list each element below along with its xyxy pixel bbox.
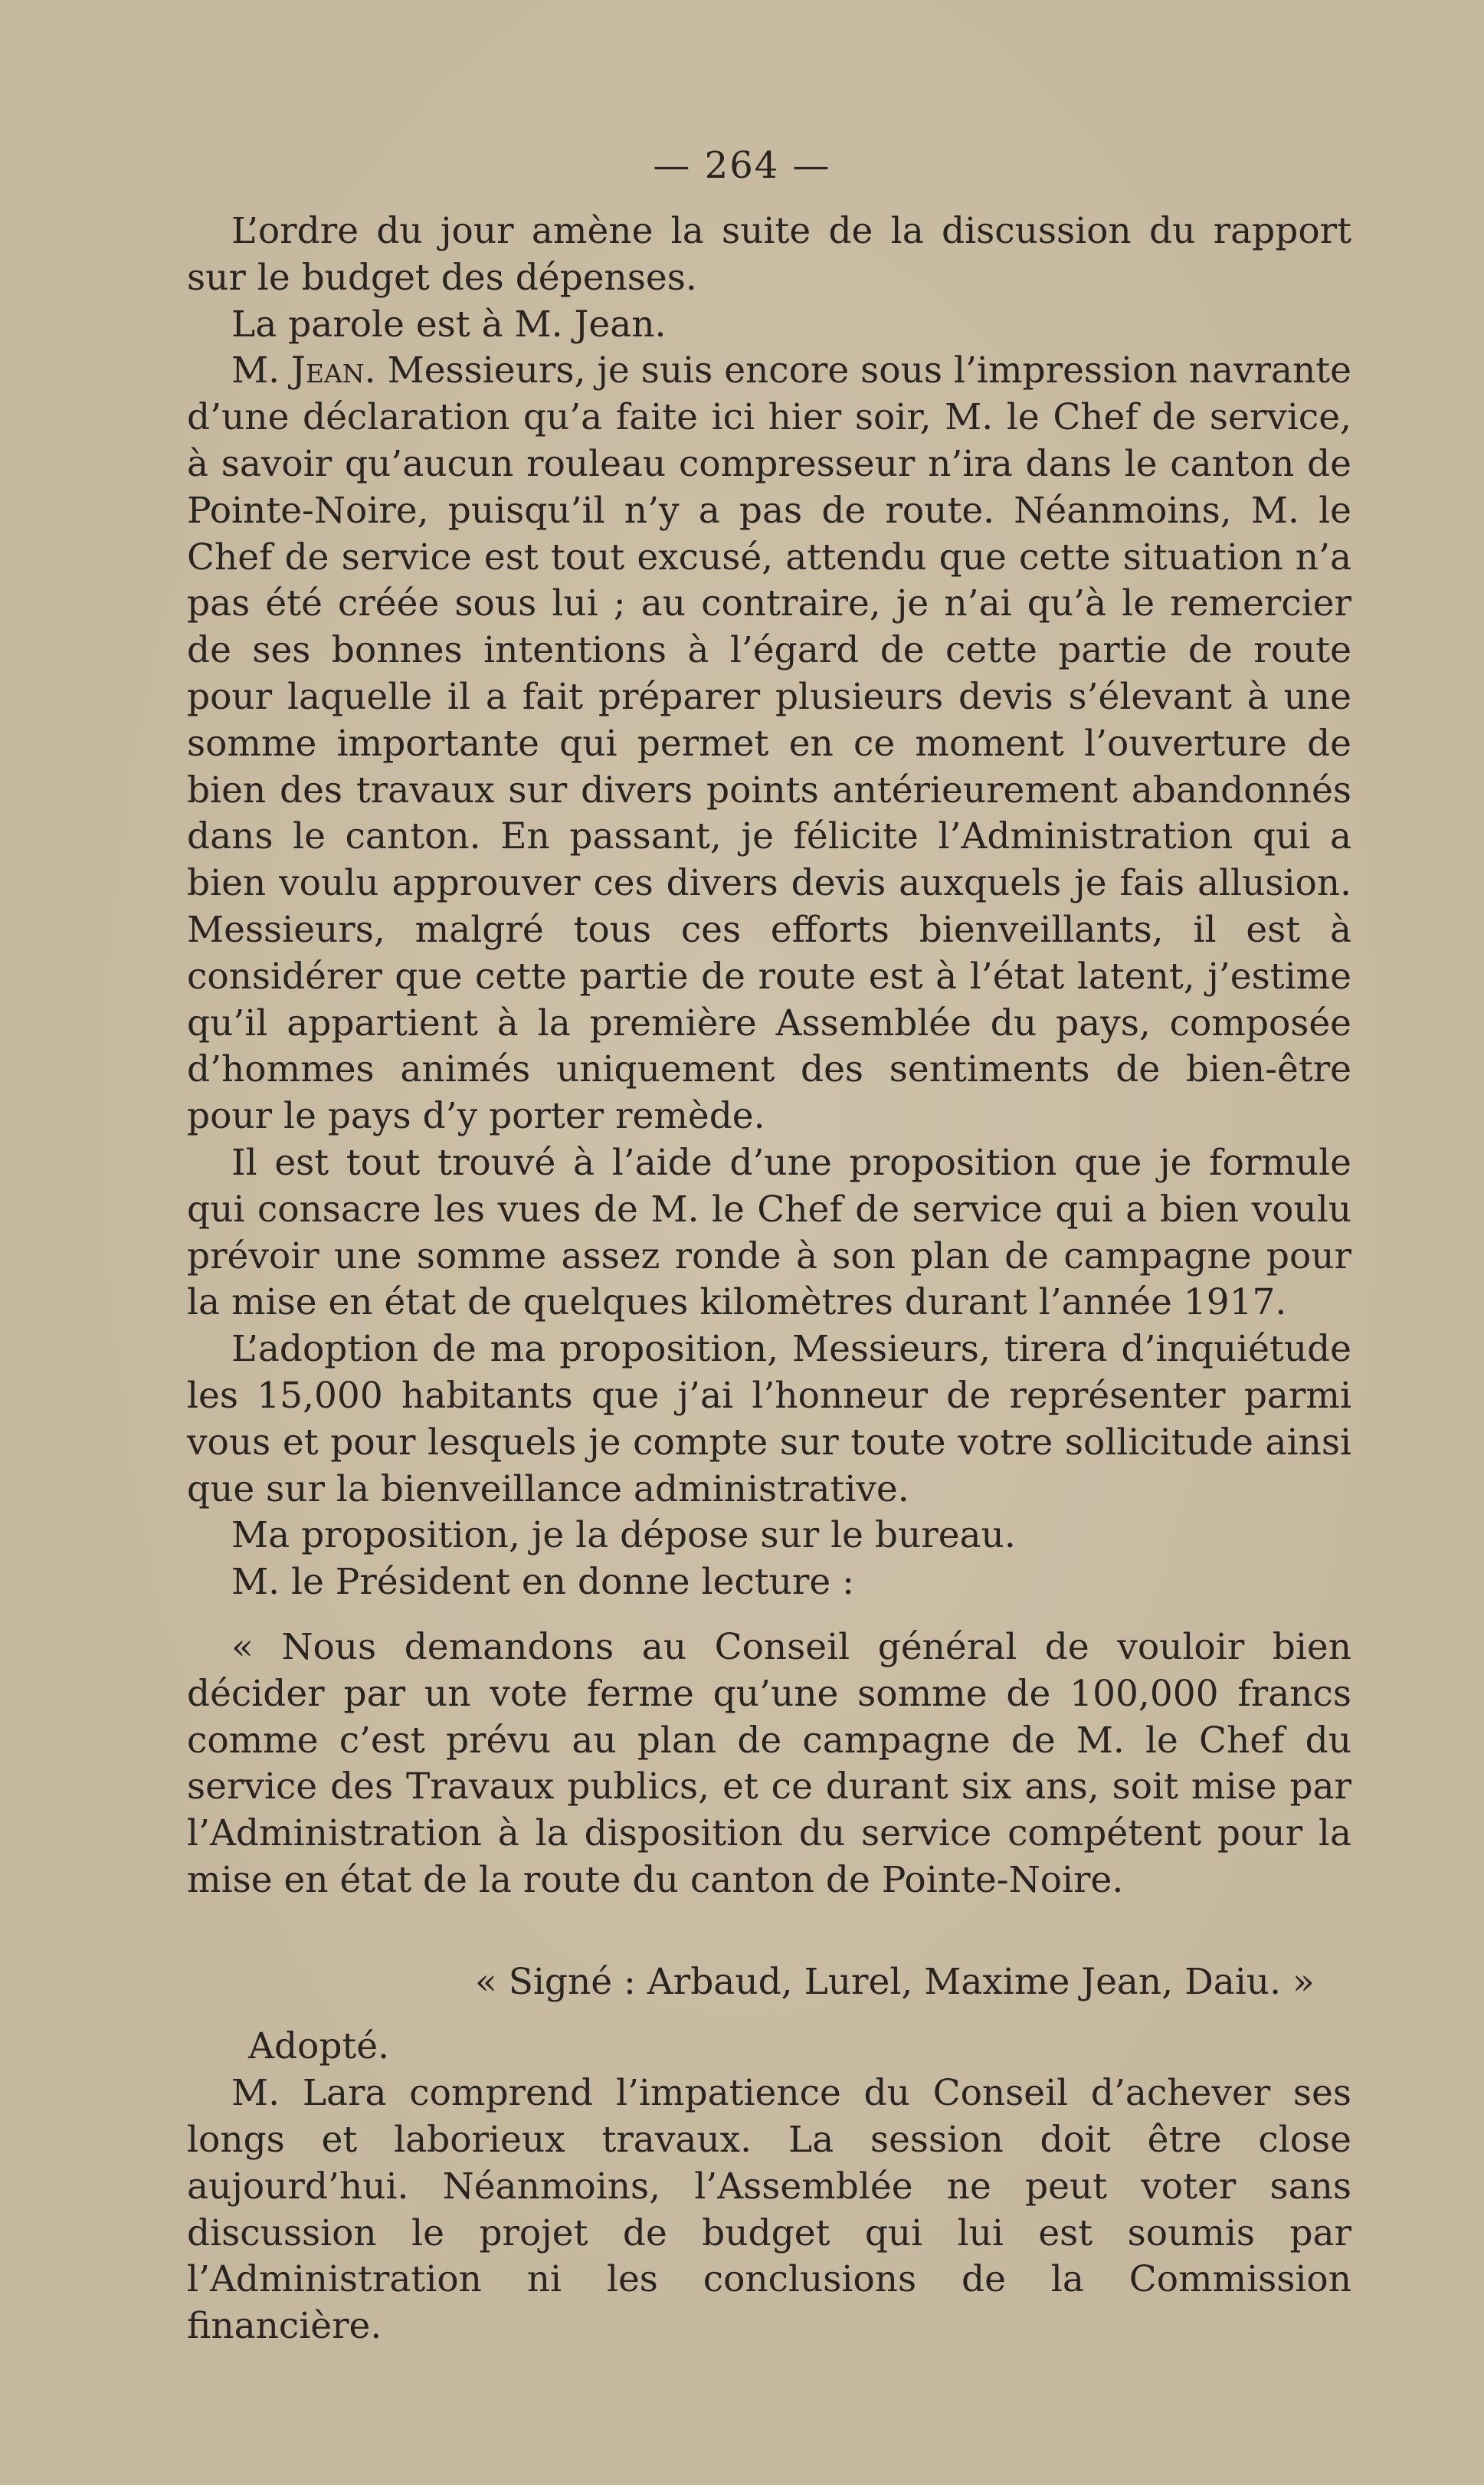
page-number: — 264 — xyxy=(653,144,831,187)
paragraph-president-reads: M. le Président en donne lecture : xyxy=(231,1561,854,1604)
body-text xyxy=(187,208,1351,2350)
paragraph-proposal-intro: Il est tout trouvé à l’aide d’une proposition que je formule qui consacre les vues de M. le Chef de service qui a bien voulu prévoir une somme assez ronde à son plan de campagne pour la mise en état de quelques kilomètres durant l’année 1917. xyxy=(187,1141,1351,1324)
speech-text: Messieurs, je suis encore sous l’impression navrante d’une déclaration qu’a faite ici hier soir, M. le Chef de service, à savoir qu’aucun rouleau compresseur n’ira dans le canton de Pointe-Noire, puisqu’il n’y a pas de route. Néanmoins, M. le Chef de service est tout excusé, attendu que cette situation n’a pas été créée sous lui ; au contraire, je n’ai qu’à le remercier de ses bonnes intentions à l’égard de cette partie de route pour laquelle il a fait préparer plusieurs devis s’élevant à une somme importante qui permet en ce moment l’ouverture de bien des travaux sur divers points antérieurement abandonnés dans le canton. En passant, je félicite l’Administration qui a bien voulu approuver ces divers devis auxquels je fais allusion. Messieurs, malgré tous ces efforts bienveillants, il est à considérer que cette partie de route est à l’état latent, j’estime qu’il appartient à la première Assemblée du pays, composée d’hommes animés uniquement des sentiments de bien-être pour le pays d’y porter remède. xyxy=(187,349,1351,1138)
paragraph-adoption-plea: L’adoption de ma proposition, Messieurs, tirera d’inquiétude les 15,000 habitants que j’ai l’honneur de représenter parmi vous et pour lesquels je compte sur toute votre sollicitude ainsi que sur la bienveillance administrative. xyxy=(187,1328,1351,1510)
paragraph-floor-given: La parole est à M. Jean. xyxy=(231,303,667,346)
paragraph-motion: « Nous demandons au Conseil général de vouloir bien décider par un vote ferme qu’une somme de 100,000 francs comme c’est prévu au plan de campagne de M. le Chef du service des Travaux publics, et ce durant six ans, soit mise par l’Administration à la disposition du service compétent pour la mise en état de la route du canton de Pointe-Noire. xyxy=(187,1625,1351,1901)
speaker-name: M. Jean. xyxy=(231,349,376,392)
paragraph-deposit: Ma proposition, je la dépose sur le bureau. xyxy=(231,1514,1016,1557)
paragraph-lara: M. Lara comprend l’impatience du Conseil d’achever ses longs et laborieux travaux. La session doit être close aujourd’hui. Néanmoins, l’Assemblée ne peut voter sans discussion le projet de budget qui lui est soumis par l’Administration ni les conclusions de la Commission financière. xyxy=(187,2072,1351,2348)
spacer xyxy=(187,1904,1351,1959)
paragraph-jean-speech xyxy=(187,348,1351,1140)
spacer xyxy=(187,1606,1351,1624)
spacer xyxy=(187,2005,1351,2024)
paragraph-agenda: L’ordre du jour amène la suite de la discussion du rapport sur le budget des dépenses. xyxy=(187,210,1351,299)
paragraph-adopted: Adopté. xyxy=(248,2025,390,2068)
motion-signatures: « Signé : Arbaud, Lurel, Maxime Jean, Daiu. » xyxy=(475,1960,1315,2003)
